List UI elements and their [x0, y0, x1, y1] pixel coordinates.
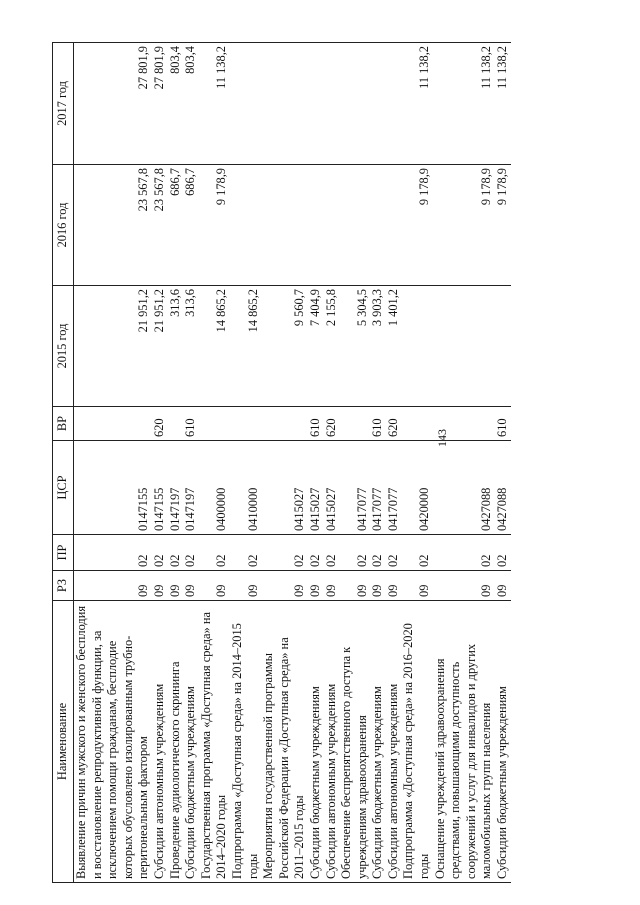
header-2015: 2015 год	[53, 286, 74, 407]
row-name-cell: Субсидии автономным учреждениям	[386, 601, 402, 883]
row-pr-cell: 02	[168, 535, 184, 571]
row-pr-cell: 02	[401, 535, 432, 571]
row-2015-value: 14 865,2	[199, 286, 230, 407]
row-2016-value	[370, 165, 386, 286]
row-2015-value	[495, 286, 511, 407]
row-2016-value: 9 178,9	[401, 165, 432, 286]
row-2017-value	[370, 43, 386, 165]
row-rz-cell: 09	[339, 571, 370, 601]
row-rz-cell: 09	[370, 571, 386, 601]
row-rz-cell: 09	[168, 571, 184, 601]
row-csr-cell: 0417077	[339, 441, 370, 535]
row-2017-value: 11 138,2	[433, 43, 495, 165]
row-name-cell: Оснащение учреждений здравоохранения средствами, повышающими доступность сооружений и услуг для инвалидов и других маломобильных групп населения	[433, 601, 495, 883]
row-2016-value	[308, 165, 324, 286]
row-name-cell: Субсидии бюджетным учреждениям	[183, 601, 199, 883]
row-2016-value: 9 178,9	[495, 165, 511, 286]
row-2017-value: 803,4	[183, 43, 199, 165]
row-name-cell: Мероприятия государственной программы Российской Федерации «Доступная среда» на 2011–2015 годы	[261, 601, 308, 883]
row-name-cell: Подпрограмма «Доступная среда» на 2016–2020 годы	[401, 601, 432, 883]
row-csr-cell: 0147155	[152, 441, 168, 535]
row-csr-cell: 0420000	[401, 441, 432, 535]
row-vr-cell: 610	[495, 407, 511, 441]
row-2015-value: 1 401,2	[386, 286, 402, 407]
table-row	[433, 43, 495, 883]
row-2015-value: 14 865,2	[230, 286, 261, 407]
row-pr-cell: 02	[324, 535, 340, 571]
table-row	[495, 43, 511, 883]
row-csr-cell: 0410000	[230, 441, 261, 535]
row-csr-cell: 0147197	[183, 441, 199, 535]
row-name-cell: Субсидии автономным учреждениям	[324, 601, 340, 883]
row-2017-value: 11 138,2	[401, 43, 432, 165]
row-2017-value: 803,4	[168, 43, 184, 165]
header-name: Наименование	[53, 601, 74, 883]
row-2016-value	[324, 165, 340, 286]
row-pr-cell: 02	[230, 535, 261, 571]
row-vr-cell	[199, 407, 230, 441]
row-rz-cell: 09	[386, 571, 402, 601]
row-name-cell: Субсидии бюджетным учреждениям	[308, 601, 324, 883]
row-2015-value: 21 951,2	[152, 286, 168, 407]
row-2015-value: 7 404,9	[308, 286, 324, 407]
table-row	[339, 43, 370, 883]
row-csr-cell: 0417077	[386, 441, 402, 535]
row-pr-cell: 02	[261, 535, 308, 571]
row-csr-cell: 0415027	[261, 441, 308, 535]
table-row	[401, 43, 432, 883]
row-2015-value: 313,6	[168, 286, 184, 407]
row-vr-cell	[401, 407, 432, 441]
row-pr-cell: 02	[433, 535, 495, 571]
row-csr-cell: 0427088	[433, 441, 495, 535]
row-2016-value: 23 567,8	[152, 165, 168, 286]
header-rz: РЗ	[53, 571, 74, 601]
row-pr-cell: 02	[199, 535, 230, 571]
table-header-row	[53, 43, 74, 883]
row-vr-cell	[261, 407, 308, 441]
header-pr: ПР	[53, 535, 74, 571]
row-name-cell: Субсидии бюджетным учреждениям	[370, 601, 386, 883]
table-row	[74, 43, 152, 883]
row-csr-cell: 0415027	[308, 441, 324, 535]
header-vr: ВР	[53, 407, 74, 441]
row-pr-cell: 02	[308, 535, 324, 571]
table-row	[183, 43, 199, 883]
row-rz-cell: 09	[261, 571, 308, 601]
table-row	[324, 43, 340, 883]
row-pr-cell: 02	[370, 535, 386, 571]
row-2017-value	[324, 43, 340, 165]
row-vr-cell	[168, 407, 184, 441]
row-rz-cell: 09	[495, 571, 511, 601]
row-2016-value	[386, 165, 402, 286]
row-2016-value: 23 567,8	[74, 165, 152, 286]
row-csr-cell: 0400000	[199, 441, 230, 535]
table-row	[386, 43, 402, 883]
header-2016: 2016 год	[53, 165, 74, 286]
row-vr-cell	[433, 407, 495, 441]
row-pr-cell: 02	[386, 535, 402, 571]
row-name-cell: Выявление причин мужского и женского бесплодия и восстановление репродуктивной функции, за исключением помощи гражданам, бесплодие которых обусловлено изолированным трубно-перитонеальным фактором	[74, 601, 152, 883]
row-csr-cell: 0147197	[168, 441, 184, 535]
row-2015-value	[433, 286, 495, 407]
row-rz-cell: 09	[199, 571, 230, 601]
row-pr-cell: 02	[74, 535, 152, 571]
row-rz-cell: 09	[401, 571, 432, 601]
row-2017-value: 11 138,2	[199, 43, 230, 165]
row-name-cell: Субсидии бюджетным учреждениям	[495, 601, 511, 883]
row-vr-cell: 620	[152, 407, 168, 441]
row-name-cell: Субсидии автономным учреждениям	[152, 601, 168, 883]
page-number: 143	[435, 429, 449, 447]
row-vr-cell: 610	[183, 407, 199, 441]
row-2016-value: 686,7	[183, 165, 199, 286]
row-2017-value	[386, 43, 402, 165]
table-row	[308, 43, 324, 883]
row-2016-value	[230, 165, 261, 286]
row-vr-cell: 620	[386, 407, 402, 441]
row-rz-cell: 09	[152, 571, 168, 601]
table-row	[261, 43, 308, 883]
row-rz-cell: 09	[433, 571, 495, 601]
row-pr-cell: 02	[183, 535, 199, 571]
row-vr-cell	[339, 407, 370, 441]
row-pr-cell: 02	[339, 535, 370, 571]
table-row	[230, 43, 261, 883]
table-row	[152, 43, 168, 883]
row-2015-value: 21 951,2	[74, 286, 152, 407]
row-name-cell: Подпрограмма «Доступная среда» на 2014–2015 годы	[230, 601, 261, 883]
row-2015-value: 5 304,5	[339, 286, 370, 407]
header-2017: 2017 год	[53, 43, 74, 165]
row-name-cell: Проведение аудиологического скрининга	[168, 601, 184, 883]
row-pr-cell: 02	[495, 535, 511, 571]
row-2015-value	[401, 286, 432, 407]
table-row	[168, 43, 184, 883]
row-name-cell: Государственная программа «Доступная среда» на 2014–2020 годы	[199, 601, 230, 883]
row-2016-value: 686,7	[168, 165, 184, 286]
row-csr-cell: 0417077	[370, 441, 386, 535]
row-2017-value	[308, 43, 324, 165]
row-2015-value: 313,6	[183, 286, 199, 407]
table-body	[74, 43, 511, 883]
row-2015-value: 2 155,8	[324, 286, 340, 407]
table-row	[199, 43, 230, 883]
row-2017-value	[230, 43, 261, 165]
header-csr: ЦСР	[53, 441, 74, 535]
table-row	[370, 43, 386, 883]
row-2017-value: 27 801,9	[74, 43, 152, 165]
row-vr-cell: 610	[370, 407, 386, 441]
row-2017-value	[261, 43, 308, 165]
row-csr-cell: 0147155	[74, 441, 152, 535]
rotated-budget-sheet	[52, 43, 612, 883]
row-rz-cell: 09	[183, 571, 199, 601]
row-2017-value: 27 801,9	[152, 43, 168, 165]
row-vr-cell	[230, 407, 261, 441]
row-rz-cell: 09	[230, 571, 261, 601]
row-name-cell: Обеспечение беспрепятственного доступа к учреждениям здравоохранения	[339, 601, 370, 883]
row-rz-cell: 09	[324, 571, 340, 601]
row-2017-value: 11 138,2	[495, 43, 511, 165]
row-vr-cell: 620	[324, 407, 340, 441]
row-2015-value: 3 903,3	[370, 286, 386, 407]
row-rz-cell: 09	[74, 571, 152, 601]
row-pr-cell: 02	[152, 535, 168, 571]
row-2016-value: 9 178,9	[433, 165, 495, 286]
row-2016-value	[261, 165, 308, 286]
budget-table	[52, 42, 511, 883]
row-vr-cell	[74, 407, 152, 441]
row-csr-cell: 0415027	[324, 441, 340, 535]
row-rz-cell: 09	[308, 571, 324, 601]
row-csr-cell: 0427088	[495, 441, 511, 535]
row-2017-value	[339, 43, 370, 165]
row-2016-value	[339, 165, 370, 286]
row-2016-value: 9 178,9	[199, 165, 230, 286]
row-vr-cell: 610	[308, 407, 324, 441]
row-2015-value: 9 560,7	[261, 286, 308, 407]
